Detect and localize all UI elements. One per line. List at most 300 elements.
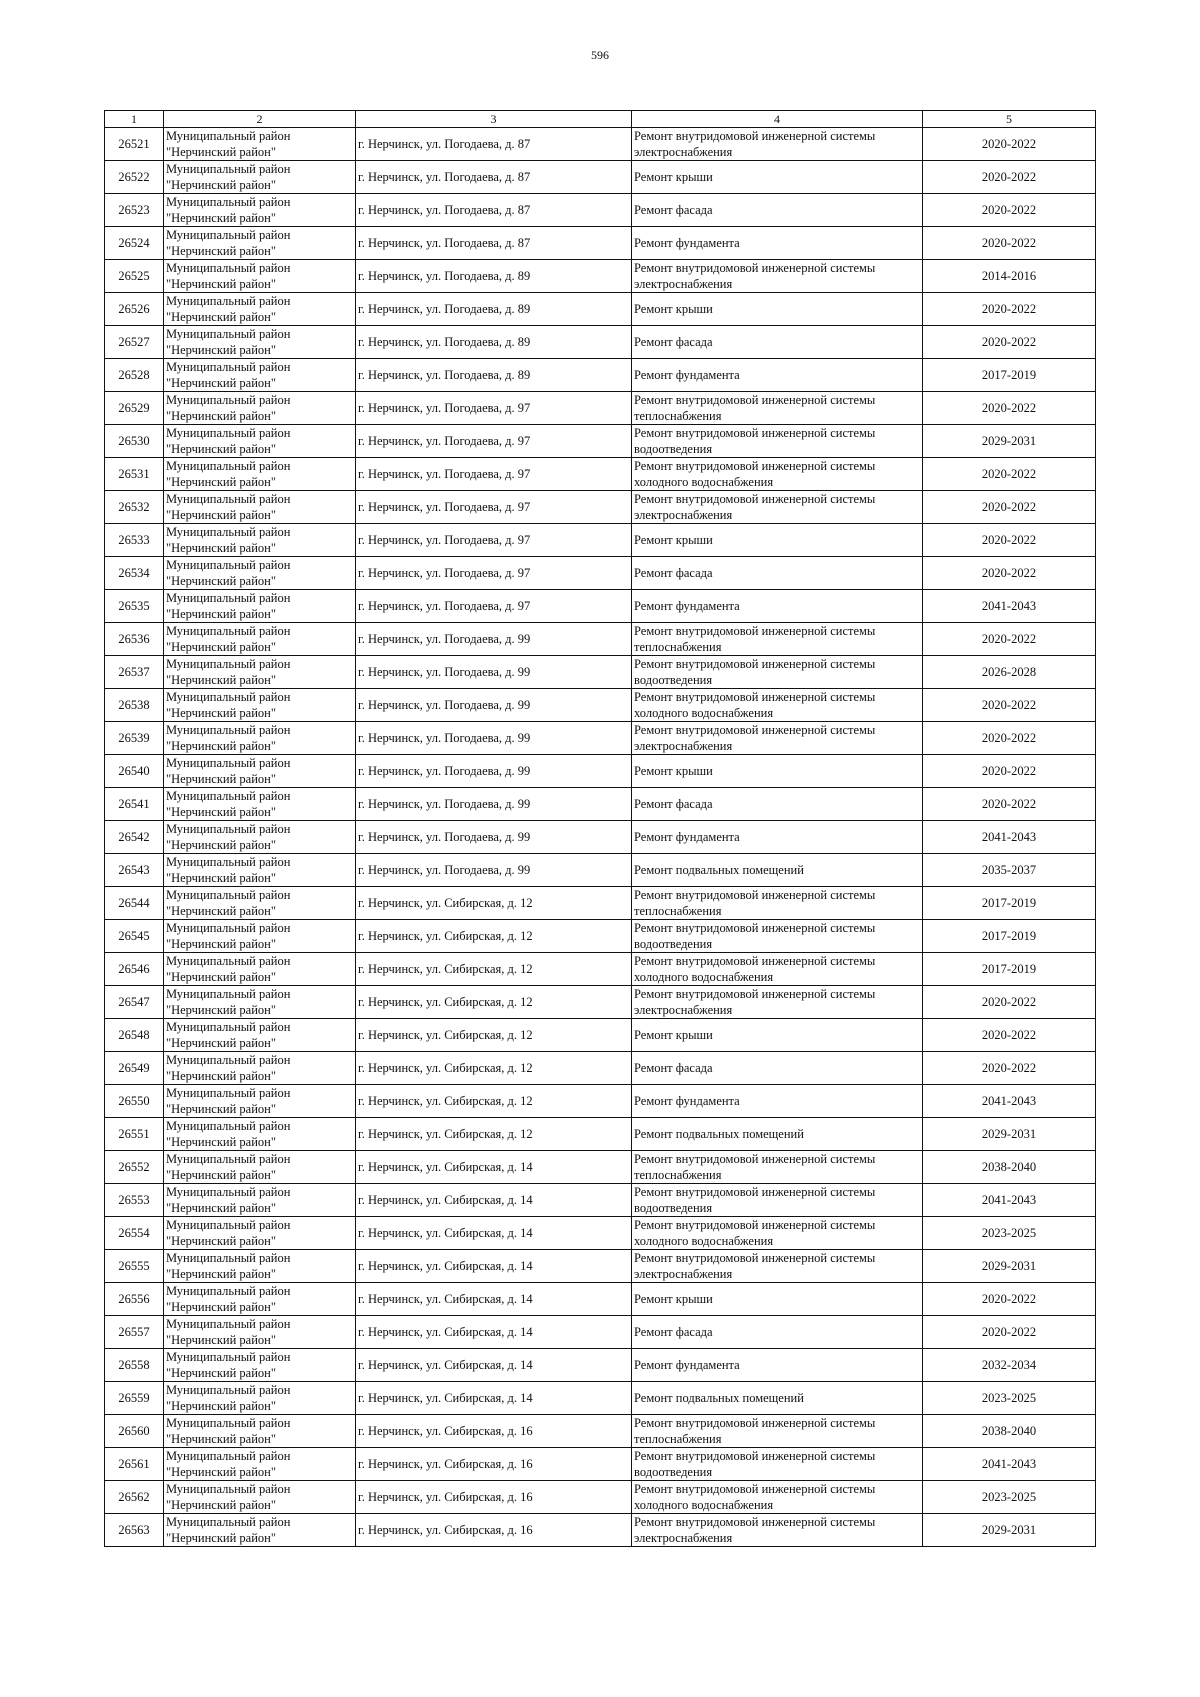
row-number-cell: 26535 bbox=[105, 590, 164, 623]
row-number-cell: 26563 bbox=[105, 1514, 164, 1547]
period-cell: 2023-2025 bbox=[923, 1217, 1096, 1250]
period-cell: 2020-2022 bbox=[923, 326, 1096, 359]
table-row bbox=[105, 656, 1096, 689]
address-cell: г. Нерчинск, ул. Погодаева, д. 99 bbox=[356, 788, 632, 821]
district-line: Муниципальный район bbox=[166, 1185, 291, 1199]
period-cell: 2020-2022 bbox=[923, 293, 1096, 326]
work-type-line: Ремонт внутридомовой инженерной системы bbox=[634, 723, 876, 737]
period-cell: 2041-2043 bbox=[923, 1448, 1096, 1481]
district-cell bbox=[164, 128, 356, 161]
work-type-line: теплоснабжения bbox=[634, 904, 722, 918]
district-line: Муниципальный район bbox=[166, 921, 291, 935]
district-cell bbox=[164, 227, 356, 260]
period-cell: 2023-2025 bbox=[923, 1382, 1096, 1415]
district-line: Муниципальный район bbox=[166, 1416, 291, 1430]
row-number-cell: 26545 bbox=[105, 920, 164, 953]
work-type-line: Ремонт внутридомовой инженерной системы bbox=[634, 1482, 876, 1496]
table-row bbox=[105, 1382, 1096, 1415]
address-cell: г. Нерчинск, ул. Сибирская, д. 12 bbox=[356, 1118, 632, 1151]
work-type-cell bbox=[632, 227, 923, 260]
district-line: "Нерчинский район" bbox=[166, 1135, 276, 1149]
district-line: Муниципальный район bbox=[166, 1449, 291, 1463]
address-cell: г. Нерчинск, ул. Погодаева, д. 97 bbox=[356, 590, 632, 623]
work-type-cell bbox=[632, 788, 923, 821]
table-row bbox=[105, 887, 1096, 920]
row-number-cell: 26557 bbox=[105, 1316, 164, 1349]
district-line: "Нерчинский район" bbox=[166, 1432, 276, 1446]
district-line: "Нерчинский район" bbox=[166, 673, 276, 687]
work-type-line: теплоснабжения bbox=[634, 1432, 722, 1446]
column-number-3: 3 bbox=[356, 111, 632, 128]
district-line: "Нерчинский район" bbox=[166, 739, 276, 753]
district-cell bbox=[164, 953, 356, 986]
work-type-line: Ремонт внутридомовой инженерной системы bbox=[634, 1218, 876, 1232]
district-line: "Нерчинский район" bbox=[166, 838, 276, 852]
district-line: Муниципальный район bbox=[166, 1383, 291, 1397]
period-cell: 2041-2043 bbox=[923, 821, 1096, 854]
address-cell: г. Нерчинск, ул. Сибирская, д. 16 bbox=[356, 1448, 632, 1481]
period-cell: 2029-2031 bbox=[923, 1118, 1096, 1151]
row-number-cell: 26549 bbox=[105, 1052, 164, 1085]
address-cell: г. Нерчинск, ул. Сибирская, д. 14 bbox=[356, 1184, 632, 1217]
district-line: Муниципальный район bbox=[166, 1515, 291, 1529]
row-number-cell: 26560 bbox=[105, 1415, 164, 1448]
work-type-line: Ремонт внутридомовой инженерной системы bbox=[634, 921, 876, 935]
address-cell: г. Нерчинск, ул. Сибирская, д. 14 bbox=[356, 1349, 632, 1382]
work-type-cell bbox=[632, 1316, 923, 1349]
district-line: "Нерчинский район" bbox=[166, 772, 276, 786]
district-cell bbox=[164, 194, 356, 227]
district-line: Муниципальный район bbox=[166, 822, 291, 836]
work-type-cell bbox=[632, 1118, 923, 1151]
district-line: "Нерчинский район" bbox=[166, 937, 276, 951]
district-cell bbox=[164, 1184, 356, 1217]
work-type-line: Ремонт фасада bbox=[634, 566, 713, 580]
district-cell bbox=[164, 722, 356, 755]
district-cell bbox=[164, 1085, 356, 1118]
district-line: Муниципальный район bbox=[166, 327, 291, 341]
district-cell bbox=[164, 656, 356, 689]
work-type-line: Ремонт фундамента bbox=[634, 1094, 740, 1108]
work-type-cell bbox=[632, 1085, 923, 1118]
work-type-cell bbox=[632, 1283, 923, 1316]
work-type-line: холодного водоснабжения bbox=[634, 706, 774, 720]
table-row bbox=[105, 1250, 1096, 1283]
column-number-5: 5 bbox=[923, 111, 1096, 128]
district-cell bbox=[164, 1250, 356, 1283]
work-type-line: Ремонт внутридомовой инженерной системы bbox=[634, 690, 876, 704]
row-number-cell: 26522 bbox=[105, 161, 164, 194]
district-line: "Нерчинский район" bbox=[166, 706, 276, 720]
work-type-line: Ремонт крыши bbox=[634, 764, 713, 778]
row-number-cell: 26527 bbox=[105, 326, 164, 359]
work-type-line: теплоснабжения bbox=[634, 409, 722, 423]
district-line: "Нерчинский район" bbox=[166, 1366, 276, 1380]
table-row bbox=[105, 293, 1096, 326]
table-row bbox=[105, 1052, 1096, 1085]
work-type-cell bbox=[632, 458, 923, 491]
work-type-line: теплоснабжения bbox=[634, 640, 722, 654]
column-number-2: 2 bbox=[164, 111, 356, 128]
work-type-cell bbox=[632, 1250, 923, 1283]
district-cell bbox=[164, 392, 356, 425]
period-cell: 2017-2019 bbox=[923, 887, 1096, 920]
work-type-cell bbox=[632, 656, 923, 689]
table-row bbox=[105, 1085, 1096, 1118]
table-row bbox=[105, 1283, 1096, 1316]
table-row bbox=[105, 392, 1096, 425]
district-line: "Нерчинский район" bbox=[166, 1465, 276, 1479]
work-type-line: Ремонт внутридомовой инженерной системы bbox=[634, 129, 876, 143]
address-cell: г. Нерчинск, ул. Сибирская, д. 14 bbox=[356, 1151, 632, 1184]
period-cell: 2032-2034 bbox=[923, 1349, 1096, 1382]
row-number-cell: 26553 bbox=[105, 1184, 164, 1217]
period-cell: 2020-2022 bbox=[923, 986, 1096, 1019]
address-cell: г. Нерчинск, ул. Сибирская, д. 12 bbox=[356, 953, 632, 986]
work-type-line: Ремонт фасада bbox=[634, 335, 713, 349]
district-line: Муниципальный район bbox=[166, 525, 291, 539]
work-type-line: Ремонт фундамента bbox=[634, 830, 740, 844]
district-line: Муниципальный район bbox=[166, 1284, 291, 1298]
address-cell: г. Нерчинск, ул. Погодаева, д. 99 bbox=[356, 821, 632, 854]
works-table-body bbox=[105, 111, 1096, 1547]
period-cell: 2020-2022 bbox=[923, 722, 1096, 755]
district-cell bbox=[164, 260, 356, 293]
district-line: "Нерчинский район" bbox=[166, 574, 276, 588]
work-type-line: водоотведения bbox=[634, 1201, 713, 1215]
address-cell: г. Нерчинск, ул. Погодаева, д. 99 bbox=[356, 656, 632, 689]
row-number-cell: 26550 bbox=[105, 1085, 164, 1118]
work-type-cell bbox=[632, 821, 923, 854]
work-type-line: Ремонт внутридомовой инженерной системы bbox=[634, 624, 876, 638]
row-number-cell: 26525 bbox=[105, 260, 164, 293]
work-type-cell bbox=[632, 1019, 923, 1052]
work-type-cell bbox=[632, 359, 923, 392]
district-line: "Нерчинский район" bbox=[166, 409, 276, 423]
row-number-cell: 26562 bbox=[105, 1481, 164, 1514]
table-row bbox=[105, 1448, 1096, 1481]
period-cell: 2020-2022 bbox=[923, 392, 1096, 425]
work-type-cell bbox=[632, 1481, 923, 1514]
district-line: Муниципальный район bbox=[166, 195, 291, 209]
address-cell: г. Нерчинск, ул. Погодаева, д. 89 bbox=[356, 359, 632, 392]
work-type-cell bbox=[632, 260, 923, 293]
district-line: "Нерчинский район" bbox=[166, 607, 276, 621]
work-type-cell bbox=[632, 293, 923, 326]
district-line: Муниципальный район bbox=[166, 459, 291, 473]
work-type-line: Ремонт фасада bbox=[634, 797, 713, 811]
row-number-cell: 26552 bbox=[105, 1151, 164, 1184]
table-row bbox=[105, 1217, 1096, 1250]
table-row bbox=[105, 920, 1096, 953]
district-line: "Нерчинский район" bbox=[166, 1069, 276, 1083]
work-type-line: Ремонт внутридомовой инженерной системы bbox=[634, 888, 876, 902]
table-row bbox=[105, 1415, 1096, 1448]
district-line: "Нерчинский район" bbox=[166, 1168, 276, 1182]
work-type-cell bbox=[632, 128, 923, 161]
district-line: "Нерчинский район" bbox=[166, 1234, 276, 1248]
address-cell: г. Нерчинск, ул. Погодаева, д. 97 bbox=[356, 425, 632, 458]
work-type-line: Ремонт фасада bbox=[634, 1325, 713, 1339]
period-cell: 2020-2022 bbox=[923, 194, 1096, 227]
work-type-cell bbox=[632, 1514, 923, 1547]
district-cell bbox=[164, 1514, 356, 1547]
district-line: Муниципальный район bbox=[166, 426, 291, 440]
district-cell bbox=[164, 821, 356, 854]
district-line: "Нерчинский район" bbox=[166, 277, 276, 291]
table-row bbox=[105, 359, 1096, 392]
row-number-cell: 26558 bbox=[105, 1349, 164, 1382]
work-type-line: водоотведения bbox=[634, 937, 713, 951]
work-type-line: электроснабжения bbox=[634, 145, 733, 159]
district-line: Муниципальный район bbox=[166, 624, 291, 638]
work-type-cell bbox=[632, 953, 923, 986]
address-cell: г. Нерчинск, ул. Сибирская, д. 16 bbox=[356, 1415, 632, 1448]
work-type-line: Ремонт крыши bbox=[634, 1292, 713, 1306]
period-cell: 2041-2043 bbox=[923, 1085, 1096, 1118]
work-type-line: Ремонт подвальных помещений bbox=[634, 1127, 804, 1141]
district-cell bbox=[164, 491, 356, 524]
district-line: "Нерчинский район" bbox=[166, 1102, 276, 1116]
district-line: Муниципальный район bbox=[166, 1218, 291, 1232]
district-line: Муниципальный район bbox=[166, 162, 291, 176]
work-type-line: водоотведения bbox=[634, 673, 713, 687]
district-cell bbox=[164, 788, 356, 821]
table-row bbox=[105, 1349, 1096, 1382]
district-cell bbox=[164, 1316, 356, 1349]
row-number-cell: 26521 bbox=[105, 128, 164, 161]
work-type-cell bbox=[632, 326, 923, 359]
work-type-line: Ремонт внутридомовой инженерной системы bbox=[634, 426, 876, 440]
address-cell: г. Нерчинск, ул. Погодаева, д. 99 bbox=[356, 623, 632, 656]
district-line: "Нерчинский район" bbox=[166, 541, 276, 555]
district-line: Муниципальный район bbox=[166, 657, 291, 671]
district-line: Муниципальный район bbox=[166, 591, 291, 605]
work-type-line: Ремонт фундамента bbox=[634, 368, 740, 382]
work-type-line: Ремонт подвальных помещений bbox=[634, 1391, 804, 1405]
district-line: Муниципальный район bbox=[166, 1317, 291, 1331]
district-line: Муниципальный район bbox=[166, 1251, 291, 1265]
work-type-line: Ремонт фасада bbox=[634, 203, 713, 217]
table-row bbox=[105, 722, 1096, 755]
row-number-cell: 26556 bbox=[105, 1283, 164, 1316]
period-cell: 2038-2040 bbox=[923, 1151, 1096, 1184]
period-cell: 2020-2022 bbox=[923, 128, 1096, 161]
row-number-cell: 26561 bbox=[105, 1448, 164, 1481]
work-type-line: теплоснабжения bbox=[634, 1168, 722, 1182]
page-number: 596 bbox=[591, 48, 609, 62]
work-type-cell bbox=[632, 986, 923, 1019]
work-type-line: Ремонт внутридомовой инженерной системы bbox=[634, 1251, 876, 1265]
work-type-line: электроснабжения bbox=[634, 739, 733, 753]
work-type-cell bbox=[632, 854, 923, 887]
work-type-line: Ремонт крыши bbox=[634, 533, 713, 547]
address-cell: г. Нерчинск, ул. Сибирская, д. 12 bbox=[356, 1019, 632, 1052]
district-line: Муниципальный район bbox=[166, 855, 291, 869]
row-number-cell: 26543 bbox=[105, 854, 164, 887]
works-table bbox=[104, 110, 1096, 1547]
period-cell: 2020-2022 bbox=[923, 524, 1096, 557]
row-number-cell: 26555 bbox=[105, 1250, 164, 1283]
work-type-line: Ремонт внутридомовой инженерной системы bbox=[634, 1152, 876, 1166]
table-row bbox=[105, 227, 1096, 260]
district-line: "Нерчинский район" bbox=[166, 1399, 276, 1413]
work-type-line: Ремонт крыши bbox=[634, 302, 713, 316]
period-cell: 2029-2031 bbox=[923, 1514, 1096, 1547]
district-line: "Нерчинский район" bbox=[166, 1333, 276, 1347]
district-line: "Нерчинский район" bbox=[166, 211, 276, 225]
period-cell: 2020-2022 bbox=[923, 1052, 1096, 1085]
table-row bbox=[105, 854, 1096, 887]
district-cell bbox=[164, 1448, 356, 1481]
table-row bbox=[105, 590, 1096, 623]
work-type-line: Ремонт крыши bbox=[634, 170, 713, 184]
work-type-cell bbox=[632, 689, 923, 722]
period-cell: 2014-2016 bbox=[923, 260, 1096, 293]
period-cell: 2020-2022 bbox=[923, 491, 1096, 524]
table-row bbox=[105, 1151, 1096, 1184]
table-row bbox=[105, 260, 1096, 293]
district-cell bbox=[164, 1481, 356, 1514]
period-cell: 2041-2043 bbox=[923, 590, 1096, 623]
address-cell: г. Нерчинск, ул. Погодаева, д. 97 bbox=[356, 557, 632, 590]
work-type-line: Ремонт фундамента bbox=[634, 1358, 740, 1372]
work-type-line: Ремонт фундамента bbox=[634, 236, 740, 250]
period-cell: 2029-2031 bbox=[923, 1250, 1096, 1283]
district-line: Муниципальный район bbox=[166, 261, 291, 275]
period-cell: 2020-2022 bbox=[923, 1019, 1096, 1052]
district-line: "Нерчинский район" bbox=[166, 1267, 276, 1281]
district-cell bbox=[164, 1415, 356, 1448]
work-type-line: холодного водоснабжения bbox=[634, 475, 774, 489]
table-row bbox=[105, 557, 1096, 590]
address-cell: г. Нерчинск, ул. Погодаева, д. 97 bbox=[356, 524, 632, 557]
work-type-line: водоотведения bbox=[634, 1465, 713, 1479]
district-line: "Нерчинский район" bbox=[166, 970, 276, 984]
district-line: "Нерчинский район" bbox=[166, 640, 276, 654]
row-number-cell: 26528 bbox=[105, 359, 164, 392]
row-number-cell: 26533 bbox=[105, 524, 164, 557]
row-number-cell: 26539 bbox=[105, 722, 164, 755]
district-cell bbox=[164, 1118, 356, 1151]
work-type-cell bbox=[632, 920, 923, 953]
district-line: Муниципальный район bbox=[166, 360, 291, 374]
district-line: Муниципальный район bbox=[166, 1152, 291, 1166]
district-line: Муниципальный район bbox=[166, 294, 291, 308]
period-cell: 2023-2025 bbox=[923, 1481, 1096, 1514]
work-type-cell bbox=[632, 524, 923, 557]
work-type-cell bbox=[632, 1217, 923, 1250]
address-cell: г. Нерчинск, ул. Погодаева, д. 99 bbox=[356, 722, 632, 755]
period-cell: 2029-2031 bbox=[923, 425, 1096, 458]
district-cell bbox=[164, 887, 356, 920]
row-number-cell: 26559 bbox=[105, 1382, 164, 1415]
row-number-cell: 26523 bbox=[105, 194, 164, 227]
district-cell bbox=[164, 161, 356, 194]
period-cell: 2020-2022 bbox=[923, 689, 1096, 722]
table-row bbox=[105, 821, 1096, 854]
address-cell: г. Нерчинск, ул. Сибирская, д. 12 bbox=[356, 986, 632, 1019]
district-line: "Нерчинский район" bbox=[166, 508, 276, 522]
district-cell bbox=[164, 1052, 356, 1085]
district-line: "Нерчинский район" bbox=[166, 376, 276, 390]
work-type-line: Ремонт внутридомовой инженерной системы bbox=[634, 954, 876, 968]
district-line: Муниципальный район bbox=[166, 690, 291, 704]
work-type-line: электроснабжения bbox=[634, 277, 733, 291]
work-type-line: Ремонт внутридомовой инженерной системы bbox=[634, 657, 876, 671]
district-line: Муниципальный район bbox=[166, 1350, 291, 1364]
column-number-row bbox=[105, 111, 1096, 128]
district-line: Муниципальный район bbox=[166, 492, 291, 506]
table-row bbox=[105, 491, 1096, 524]
work-type-cell bbox=[632, 755, 923, 788]
district-line: Муниципальный район bbox=[166, 1119, 291, 1133]
district-line: Муниципальный район bbox=[166, 888, 291, 902]
work-type-line: холодного водоснабжения bbox=[634, 1234, 774, 1248]
row-number-cell: 26530 bbox=[105, 425, 164, 458]
district-line: Муниципальный район bbox=[166, 393, 291, 407]
table-row bbox=[105, 986, 1096, 1019]
district-line: "Нерчинский район" bbox=[166, 1036, 276, 1050]
address-cell: г. Нерчинск, ул. Погодаева, д. 97 bbox=[356, 491, 632, 524]
district-line: Муниципальный район bbox=[166, 954, 291, 968]
district-line: "Нерчинский район" bbox=[166, 343, 276, 357]
district-line: "Нерчинский район" bbox=[166, 871, 276, 885]
work-type-cell bbox=[632, 623, 923, 656]
row-number-cell: 26538 bbox=[105, 689, 164, 722]
address-cell: г. Нерчинск, ул. Сибирская, д. 12 bbox=[356, 1085, 632, 1118]
row-number-cell: 26554 bbox=[105, 1217, 164, 1250]
period-cell: 2020-2022 bbox=[923, 557, 1096, 590]
district-cell bbox=[164, 689, 356, 722]
work-type-line: электроснабжения bbox=[634, 1267, 733, 1281]
table-row bbox=[105, 128, 1096, 161]
row-number-cell: 26542 bbox=[105, 821, 164, 854]
table-row bbox=[105, 161, 1096, 194]
district-line: Муниципальный район bbox=[166, 558, 291, 572]
row-number-cell: 26548 bbox=[105, 1019, 164, 1052]
district-cell bbox=[164, 623, 356, 656]
address-cell: г. Нерчинск, ул. Погодаева, д. 89 bbox=[356, 260, 632, 293]
district-line: Муниципальный район bbox=[166, 756, 291, 770]
district-cell bbox=[164, 458, 356, 491]
work-type-line: Ремонт внутридомовой инженерной системы bbox=[634, 1449, 876, 1463]
work-type-line: Ремонт внутридомовой инженерной системы bbox=[634, 393, 876, 407]
address-cell: г. Нерчинск, ул. Погодаева, д. 97 bbox=[356, 392, 632, 425]
district-line: "Нерчинский район" bbox=[166, 178, 276, 192]
address-cell: г. Нерчинск, ул. Погодаева, д. 99 bbox=[356, 755, 632, 788]
work-type-cell bbox=[632, 491, 923, 524]
address-cell: г. Нерчинск, ул. Сибирская, д. 12 bbox=[356, 887, 632, 920]
district-line: "Нерчинский район" bbox=[166, 475, 276, 489]
district-cell bbox=[164, 1382, 356, 1415]
period-cell: 2020-2022 bbox=[923, 1316, 1096, 1349]
row-number-cell: 26541 bbox=[105, 788, 164, 821]
address-cell: г. Нерчинск, ул. Погодаева, д. 97 bbox=[356, 458, 632, 491]
address-cell: г. Нерчинск, ул. Погодаева, д. 89 bbox=[356, 293, 632, 326]
district-cell bbox=[164, 1283, 356, 1316]
district-line: "Нерчинский район" bbox=[166, 1003, 276, 1017]
period-cell: 2020-2022 bbox=[923, 623, 1096, 656]
work-type-line: холодного водоснабжения bbox=[634, 970, 774, 984]
work-type-cell bbox=[632, 1448, 923, 1481]
work-type-line: Ремонт фундамента bbox=[634, 599, 740, 613]
table-row bbox=[105, 1481, 1096, 1514]
address-cell: г. Нерчинск, ул. Погодаева, д. 99 bbox=[356, 689, 632, 722]
district-line: "Нерчинский район" bbox=[166, 310, 276, 324]
district-cell bbox=[164, 524, 356, 557]
work-type-line: Ремонт внутридомовой инженерной системы bbox=[634, 459, 876, 473]
